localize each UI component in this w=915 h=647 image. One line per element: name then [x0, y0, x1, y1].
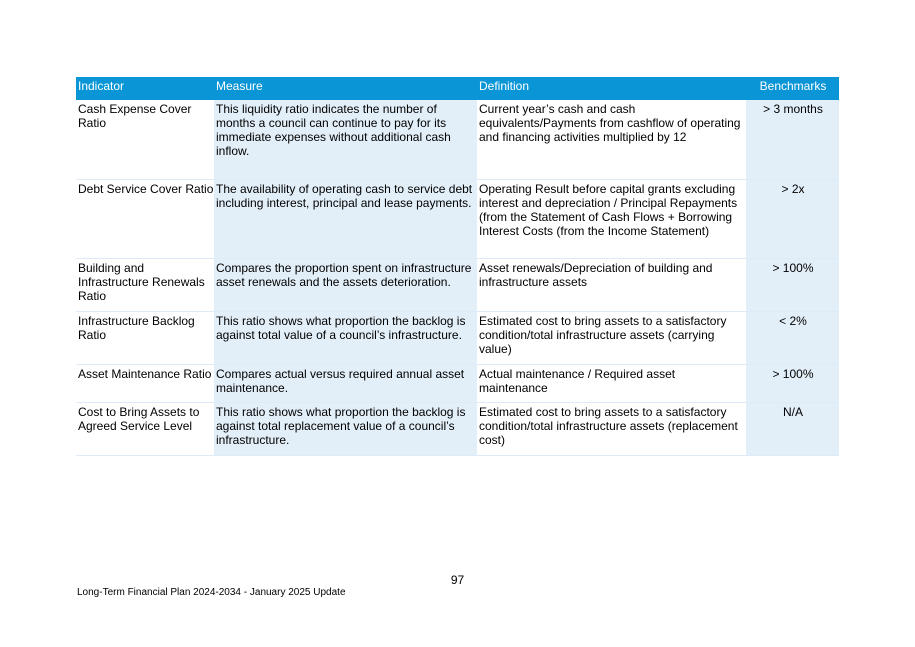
measure-cell: This liquidity ratio indicates the number of months a council can continue to pay for its immediate expenses without additional cash inflow. [214, 100, 477, 179]
benchmark-cell: > 2x [746, 180, 839, 258]
benchmark-cell: > 3 months [746, 100, 839, 179]
indicator-cell: Cash Expense Cover Ratio [78, 102, 192, 130]
definition-cell: Asset renewals/Depreciation of building and infrastructure assets [479, 261, 713, 289]
measure-cell: Compares the proportion spent on infrastructure asset renewals and the assets deterioration. [214, 259, 477, 311]
indicator-cell: Infrastructure Backlog Ratio [78, 314, 195, 342]
indicator-cell: Asset Maintenance Ratio [78, 367, 212, 381]
benchmark-cell: N/A [746, 403, 839, 455]
page-number: 97 [450, 573, 465, 587]
header-benchmarks: Benchmarks [746, 77, 839, 100]
table-row [76, 180, 839, 259]
benchmark-cell: < 2% [746, 312, 839, 364]
definition-cell: Estimated cost to bring assets to a satisfactory condition/total infrastructure assets (replacement cost) [479, 405, 738, 447]
definition-cell: Operating Result before capital grants excluding interest and depreciation / Principal Repayments (from the Statement of Cash Flows + Borrowing Interest Costs (from the Income Statement) [479, 182, 738, 238]
measure-cell: This ratio shows what proportion the backlog is against total replacement value of a council’s infrastructure. [214, 403, 477, 455]
table-row [76, 403, 839, 456]
definition-cell: Actual maintenance / Required asset maintenance [479, 367, 676, 395]
table-row [76, 259, 839, 312]
indicator-cell: Building and Infrastructure Renewals Ratio [78, 261, 205, 303]
indicator-cell: Cost to Bring Assets to Agreed Service Level [78, 405, 200, 433]
benchmark-cell: > 100% [746, 365, 839, 402]
table-header-row [76, 77, 839, 100]
indicators-table [76, 77, 839, 456]
table-row [76, 100, 839, 180]
measure-cell: The availability of operating cash to service debt including interest, principal and lease payments. [214, 180, 477, 258]
header-definition: Definition [477, 77, 746, 100]
measure-cell: Compares actual versus required annual asset maintenance. [214, 365, 477, 402]
definition-cell: Estimated cost to bring assets to a satisfactory condition/total infrastructure assets (carrying value) [479, 314, 727, 356]
header-measure: Measure [214, 77, 477, 100]
header-indicator: Indicator [76, 77, 214, 100]
document-footer: Long-Term Financial Plan 2024-2034 - January 2025 Update [77, 587, 346, 598]
table-row [76, 312, 839, 365]
table-row [76, 365, 839, 403]
definition-cell: Current year’s cash and cash equivalents/Payments from cashflow of operating and financing activities multiplied by 12 [479, 102, 741, 144]
measure-cell: This ratio shows what proportion the backlog is against total value of a council’s infrastructure. [214, 312, 477, 364]
indicator-cell: Debt Service Cover Ratio [78, 182, 214, 196]
benchmark-cell: > 100% [746, 259, 839, 311]
